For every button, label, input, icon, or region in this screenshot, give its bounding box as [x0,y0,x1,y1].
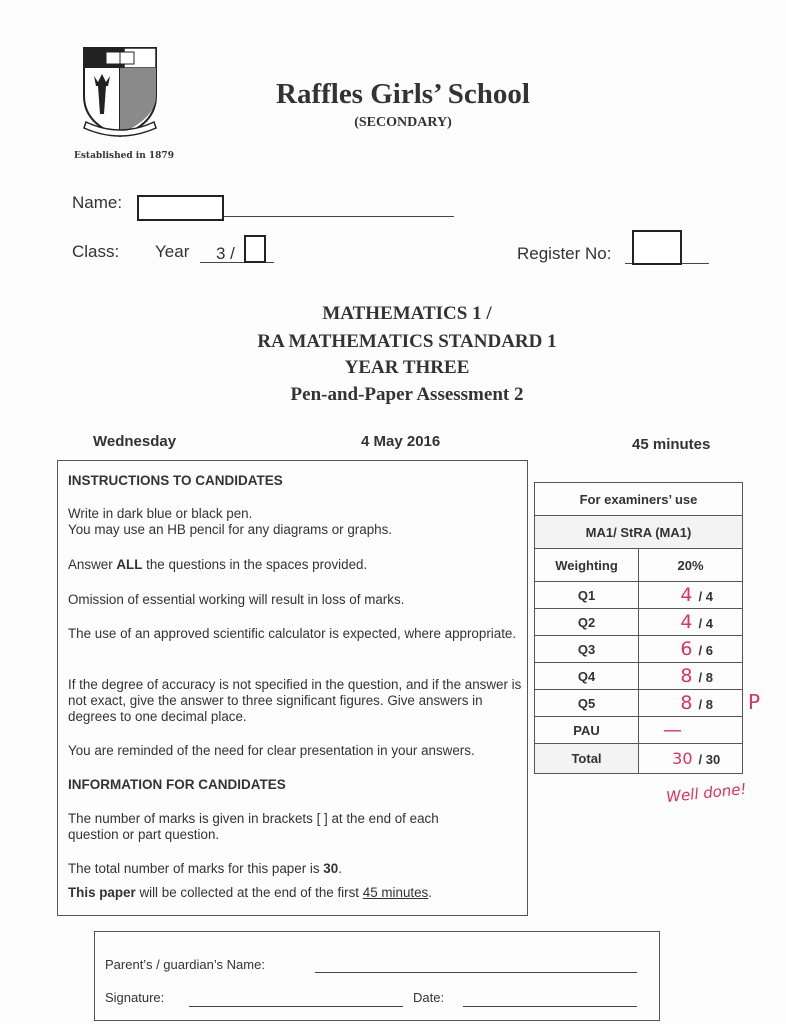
subject-title: MATHEMATICS 1 / [322,303,492,324]
parent-name-label: Parent’s / guardian’s Name: [105,957,265,972]
score-cell [639,609,743,636]
emphasis: This paper [68,885,136,900]
score-cell [639,663,743,690]
max-score: / 30 [698,752,721,767]
parent-signature-box [94,931,660,1021]
row-label: Q1 [535,582,639,609]
register-box[interactable] [632,230,682,265]
text: The total number of marks for this paper is [68,861,324,876]
handwritten-score: 8 [680,692,693,714]
max-score: / 6 [698,643,713,658]
score-cell [639,636,743,663]
examiners-subtitle: MA1/ StRA (MA1) [535,516,743,549]
score-cell [639,582,743,609]
weighting-value: 20% [639,549,743,582]
handwritten-score: 4 [680,611,693,633]
handwritten-score: 6 [680,638,693,660]
class-label: Class: [72,242,120,261]
instruction-presentation: You are reminded of the need for clear presentation in your answers. [68,743,475,758]
row-label: Total [535,744,639,774]
signature-label: Signature: [105,990,165,1005]
date-label: Date: [413,990,445,1005]
info-collected [68,885,524,901]
text: . [428,885,432,900]
name-label: Name: [72,193,123,212]
register-label: Register No: [517,244,612,263]
max-score: / 4 [698,616,713,631]
weighting-label: Weighting [535,549,639,582]
row-label: Q3 [535,636,639,663]
score-cell [639,744,743,774]
exam-date: 4 May 2016 [361,433,441,450]
instruction-accuracy: If the degree of accuracy is not specified in the question, and if the answer is not exact, give the answer to three significant figures. Give answers in degrees to one decimal place. [68,677,522,724]
info-total [68,861,524,877]
established-text: Established in 1879 [74,151,174,161]
exam-day: Wednesday [93,433,177,450]
text: the questions in the spaces provided. [142,557,368,572]
school-subtitle: (SECONDARY) [354,115,452,130]
max-score: / 8 [698,697,713,712]
year-value: 3 / [216,244,235,263]
instructions-box [57,460,528,916]
name-box[interactable] [137,195,224,221]
class-box[interactable] [244,235,266,263]
instruction-working: Omission of essential working will result in loss of marks. [68,592,405,607]
row-label: Q2 [535,609,639,636]
underlined-text: 45 minutes [362,885,429,900]
instruction-pen: Write in dark blue or black pen. [68,506,253,521]
score-cell [639,717,743,744]
signature-line[interactable] [189,1006,403,1007]
handwritten-comment: Well done! [665,779,748,807]
assessment-title: Pen-and-Paper Assessment 2 [290,384,524,405]
exam-duration: 45 minutes [632,436,711,453]
text: will be collected at the end of the first [135,885,363,900]
year-title: YEAR THREE [344,357,470,378]
emphasis: ALL [116,557,143,572]
handwritten-score: — [663,719,682,741]
max-score: / 8 [698,670,713,685]
instructions-heading: INSTRUCTIONS TO CANDIDATES [68,473,283,488]
info-marks: The number of marks is given in brackets [ ] at the end of each question or part question. [68,811,439,842]
row-label: Q4 [535,663,639,690]
emphasis: 30 [323,861,339,876]
examiners-table [534,482,743,774]
row-label: Q5 [535,690,639,717]
information-heading: INFORMATION FOR CANDIDATES [68,777,286,792]
examiners-title: For examiners’ use [535,483,743,516]
handwritten-score: 4 [680,584,693,606]
name-line[interactable] [224,216,454,217]
subject-subtitle: RA MATHEMATICS STANDARD 1 [257,331,557,352]
instruction-calculator: The use of an approved scientific calculator is expected, where appropriate. [68,626,517,641]
date-line[interactable] [463,1006,637,1007]
instruction-answer-all [68,557,524,573]
max-score: / 4 [698,589,713,604]
handwritten-score: 8 [680,665,693,687]
year-label: Year [155,242,190,261]
handwritten-score: 30 [672,749,693,768]
score-cell [639,690,743,717]
row-label: PAU [535,717,639,744]
text: Answer [68,557,117,572]
parent-name-line[interactable] [315,972,637,973]
text: . [338,861,342,876]
instruction-pencil: You may use an HB pencil for any diagrams or graphs. [68,522,393,537]
margin-note: P [748,690,761,714]
school-name: Raffles Girls’ School [276,78,530,110]
